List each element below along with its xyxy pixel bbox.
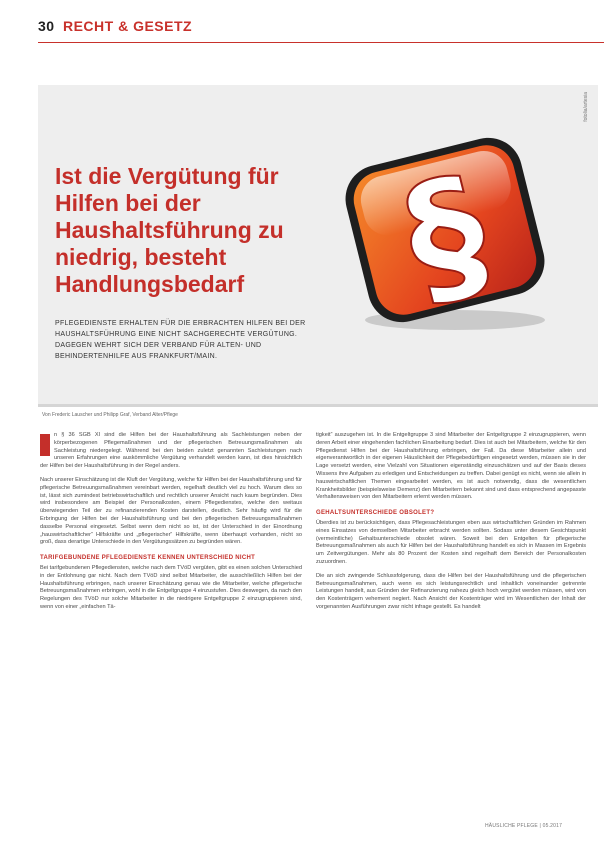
article-paragraph: tigkeit“ auszugehen ist. In die Entgeltgruppe 3 sind Mitarbeiter der Entgeltgruppe 2 einzugruppieren, wenn deren Arbeit einer eingehenden fachlichen Einarbeitung bedarf. Dies ist auch bei Mitarbeitern, welche für den Pflegedienst Hilfen bei der Haushaltsführung erbringen, der Fall. Da diese Mitarbeiter allein und eigenverantwortlich in der eigenen Häuslichkeit der Pflegebedürftigen eingesetzt werden, müssen sie in der Lage versetzt werden, eine Vielzahl von Situationen eigenständig einzuschätzen und auf der Basis dieses Wissens ihre Aufgaben zu erledigen und Entscheidungen zu treffen. Dabei genügt es nicht, wenn sie allein in hauswirtschaftlichen Themen eingearbeitet werden, es ist auch notwendig, dass die wesentlichen Krankheitsbilder (beispielsweise Demenz) den Mitarbeitern bekannt sind und dass entsprechend angepasste Verhaltensweisen von den Mitarbeitern erlernt werden müssen. (316, 432, 586, 501)
page-footer: HÄUSLICHE PFLEGE | 05.2017 (485, 823, 563, 829)
photo-credit: fotolia/artesia (583, 92, 589, 122)
lead-paragraph: PFLEGEDIENSTE ERHALTEN FÜR DIE ERBRACHTEN HILFEN BEI DER HAUSHALTSFÜHRUNG EINE NICHT SACHGERECHTE VERGÜTUNG. DAGEGEN WEHRT SICH DER VERBAND FÜR ALTEN- UND BEHINDERTENHILFE AUS FRANKFURT/MAIN. (55, 320, 306, 360)
article-column-left (40, 432, 302, 618)
header-rule (38, 42, 604, 43)
article-paragraph: Die an sich zwingende Schlussfolgerung, dass die Hilfen bei der Haushaltsführung und die pflegerischen Betreuungsmaßnahmen, auch wenn es sich leistungsrechtlich und inhaltlich voneinander getrennte Leistungen handelt, aus Gründen der Refinanzierung nahezu gleich hoch vergütet werden müssen, wird von den Kostenträgern vehement negiert. Nach Ansicht der Kostenträger wird im Wesentlichen der Inhalt der vorgenannten Ausführungen zwar nicht infrage gestellt. Es handelt (316, 572, 586, 610)
paragraph-icon (330, 120, 560, 340)
subheading: TARIFGEBUNDENE PFLEGEDIENSTE KENNEN UNTERSCHIED NICHT (40, 555, 256, 562)
page-number: 30 (38, 18, 55, 34)
article-column-right (316, 432, 586, 618)
svg-text:§: § (389, 143, 505, 331)
headline: Ist die Vergütung für Hilfen bei der Haushaltsführung zu niedrig, besteht Handlungsbedarf (55, 163, 284, 297)
article-paragraph: Nach unserer Einschätzung ist die Kluft der Vergütung, welche für Hilfen bei der Haushaltsführung und für pflegerische Betreuungsmaßnahmen vereinbart werden, regelhaft deutlich viel zu hoch. Warum dies so ist, lässt sich zumindest betriebswirtschaftlich und rechtlich unserer Ansicht nach kaum begründen. Dies wird insbesondere am Beispiel der Personalkosten, einem Pflegedienstes, welche den weitaus überwiegenden Teil der zu refinanzierenden Kosten darstellen, deutlich. Sehr häufig wird für die Erbringung der Hilfen bei der Haushaltsführung und bei den pflegerischen Betreuungsmaßnahmen dasselbe Personal eingesetzt. Selbst wenn dem nicht so ist, ist der Unterschied in der Einordnung „hauswirtschaftlicher“ Hilfskräfte und „pflegerischer“ Hilfskräfte, wenn überhaupt vorhanden, nicht so groß, dass derartige Unterschiede in den Vergütungssätzen zu begründen wären. (40, 476, 302, 546)
running-header (38, 18, 192, 34)
article-paragraph: Überdies ist zu berücksichtigen, dass Pflegesachleistungen eben aus wirtschaftlichen Gründen im Rahmen eines Einsatzes von demselben Mitarbeiter erbracht werden sollten. Sodass unter diesem Gesichtspunkt (vermeintliche) Gehaltsunterschiede obsolet wären. Soweit bei den Entgelten für pflegerische Betreuungsmaßnahmen als auch für Hilfen bei der Haushaltsführung handelt es sich in Massen im Ergebnis um Zeitvergütungen. Mehr als 80 Prozent der Kosten sind regelhaft dem Bereich der Personalkosten zuzuordnen. (316, 519, 586, 565)
section-title: RECHT & GESETZ (62, 18, 193, 34)
article-paragraph: n § 36 SGB XI sind die Hilfen bei der Haushaltsführung als Sachleistungen neben der körperbezogenen Pflegemaßnahmen und der pflegerischen Betreuungsmaßnahmen als Sachleistung niedergelegt. Während bei den beiden zuletzt genannten Sachleistungen nach unseren Erfahrungen eine auskömmliche Vergütung verhandelt werden kann, ist dies hinsichtlich der Hilfen bei der Haushaltsführung in der Regel anders. (40, 432, 302, 470)
article-paragraph: Bei tarifgebundenen Pflegediensten, welche nach dem TVöD vergüten, gibt es einen solchen Unterschied in der Entlohnung gar nicht. Nach dem TVöD sind selbst Mitarbeiter, die ausschließlich Hilfen bei der Haushaltsführung erbringen, nach unserer Einschätzung genau wie die Mitarbeiter, welche pflegerische Betreuungsmaßnahmen erbringen, wohl in die Entgeltgruppe 4 einzustufen. Dies deswegen, da nach den Regelungen des TVöD nur solche Mitarbeiter in die niedrigere Entgeltgruppe 2 einzugruppieren sind, wenn von einer „einfachen Tä- (40, 564, 302, 610)
subheading: GEHALTSUNTERSCHIEDE OBSOLET? (316, 510, 435, 517)
drop-cap (40, 434, 50, 456)
byline: Von Frederic Lauscher und Philipp Graf, Verband Alter/Pflege (42, 412, 178, 418)
image-bottom-strip (38, 404, 598, 407)
